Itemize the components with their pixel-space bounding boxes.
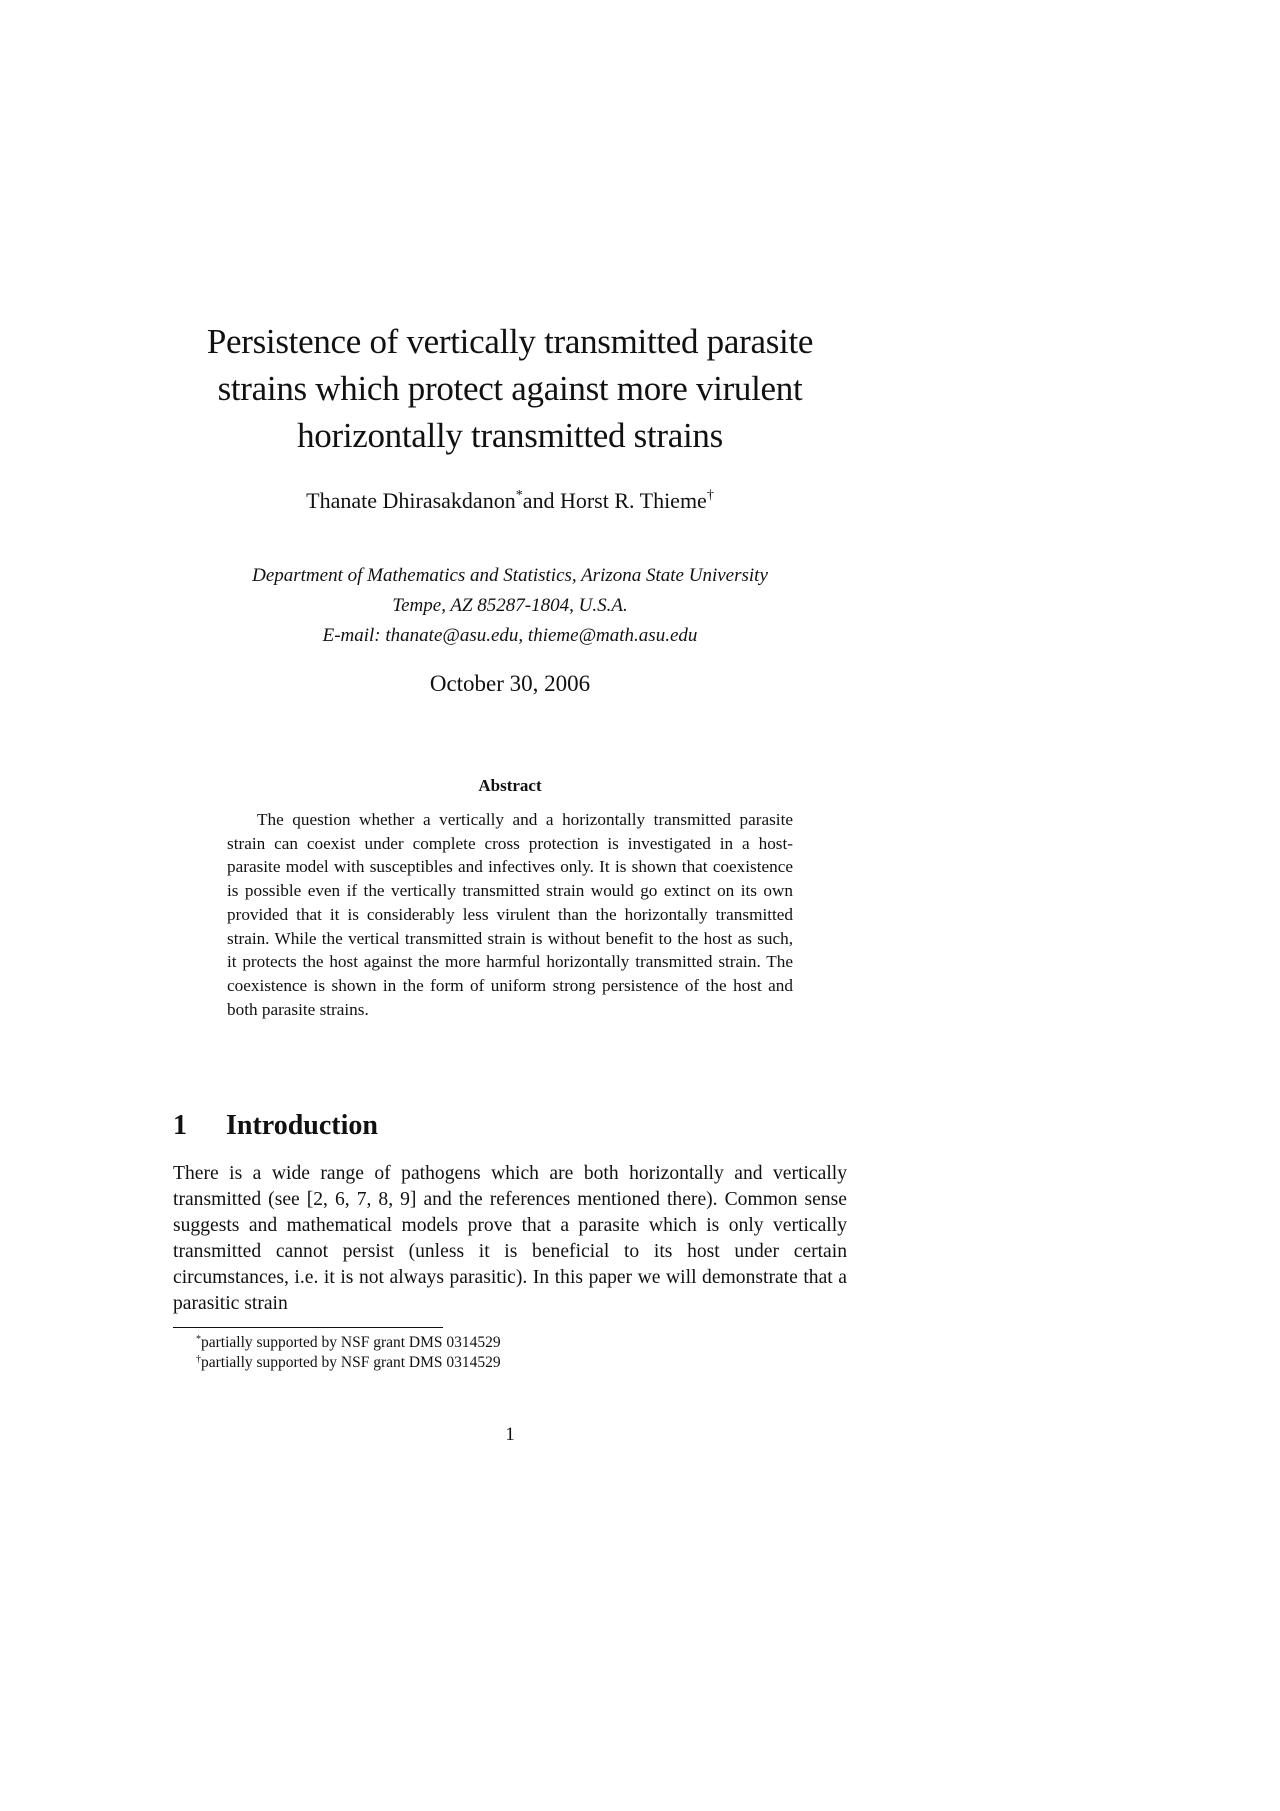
- section-title: Introduction: [226, 1110, 378, 1141]
- footnotes: [173, 1333, 847, 1373]
- abstract-text: The question whether a vertically and a horizontally transmitted parasite strain can coexist under complete cross protection is investigated in a host-parasite model with susceptibles and infectives only. It is shown that coexistence is possible even if the vertically transmitted strain would go extinct on its own provided that it is considerably less virulent than the horizontally transmitted strain. While the vertical transmitted strain is without benefit to the host as such, it protects the host against the more harmful horizontally transmitted strain. The coexistence is shown in the form of uniform strong persistence of the host and both parasite strains.: [227, 810, 793, 1019]
- footnote-2-text: partially supported by NSF grant DMS 0314529: [201, 1354, 501, 1371]
- footnote-1: [173, 1333, 847, 1353]
- author-1-footnote-mark: *: [515, 488, 523, 503]
- footnote-2-mark: †: [196, 1354, 201, 1365]
- author-1: Thanate Dhirasakdanon: [306, 488, 516, 513]
- paper-title: [173, 318, 847, 459]
- affiliation: [173, 561, 847, 651]
- author-2-footnote-mark: †: [706, 488, 714, 503]
- footnote-rule: [173, 1327, 443, 1328]
- affiliation-department: Department of Mathematics and Statistics, Arizona State University: [252, 565, 768, 586]
- title-line-3: horizontally transmitted strains: [297, 416, 723, 455]
- section-heading: [173, 1108, 378, 1144]
- footnote-1-text: partially supported by NSF grant DMS 0314529: [201, 1334, 501, 1351]
- author-line: [173, 486, 847, 516]
- section-number: 1: [173, 1110, 187, 1141]
- author-connector: and Horst R. Thieme: [522, 488, 707, 513]
- footnote-1-mark: *: [196, 1334, 201, 1345]
- footnote-2: [173, 1353, 847, 1373]
- abstract-heading: Abstract: [478, 776, 542, 795]
- paper-date: October 30, 2006: [429, 671, 591, 696]
- affiliation-email: E-mail: thanate@asu.edu, thieme@math.asu.edu: [322, 625, 698, 646]
- page-number: 1: [505, 1424, 515, 1445]
- introduction-paragraph: There is a wide range of pathogens which are both horizontally and vertically transmitted (see [2, 6, 7, 8, 9] and the references mentioned there). Common sense suggests and mathematical models prove that a parasite which is only vertically transmitted cannot persist (unless it is beneficial to its host under certain circumstances, i.e. it is not always parasitic). In this paper we will demonstrate that a parasitic strain: [173, 1163, 847, 1314]
- affiliation-address: Tempe, AZ 85287-1804, U.S.A.: [392, 595, 628, 616]
- title-line-2: strains which protect against more virulent: [217, 369, 803, 408]
- title-line-1: Persistence of vertically transmitted parasite: [206, 322, 814, 361]
